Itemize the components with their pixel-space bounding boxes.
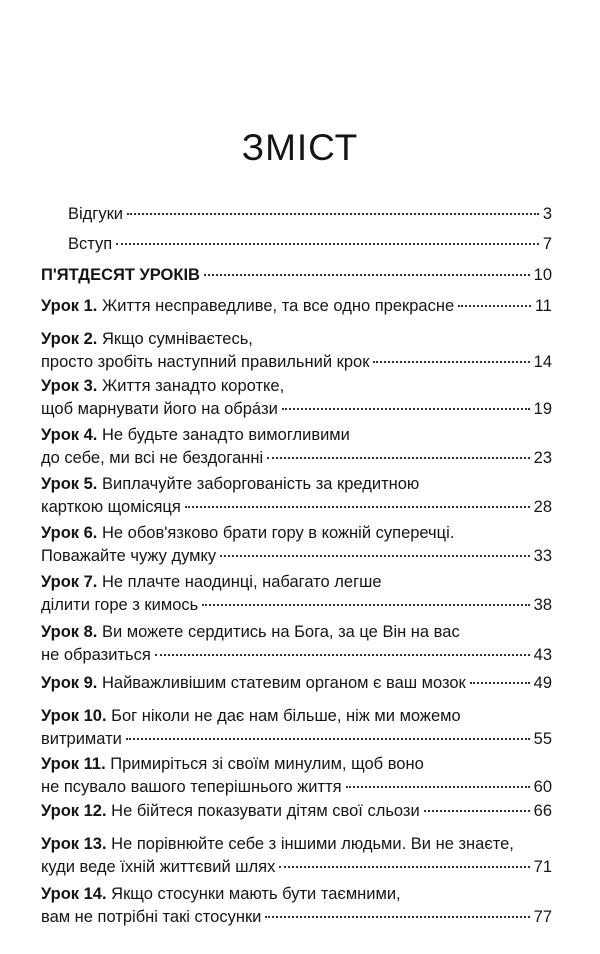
toc-page-number: 23 bbox=[533, 449, 552, 467]
dot-leader bbox=[346, 786, 530, 788]
toc-entry-lesson-7 bbox=[41, 571, 552, 617]
toc-page-number: 11 bbox=[534, 297, 552, 315]
dot-leader bbox=[220, 555, 530, 557]
toc-section-heading bbox=[41, 264, 552, 287]
toc-entry-title: Якщо стосунки мають бути таємними, bbox=[111, 885, 401, 903]
lesson-label: Урок 11. bbox=[41, 755, 106, 773]
lesson-label: Урок 12. bbox=[41, 802, 107, 820]
dot-leader bbox=[373, 361, 529, 363]
toc-entry-title: Життя занадто коротке, bbox=[102, 377, 285, 395]
lesson-label: Урок 7. bbox=[41, 573, 98, 591]
toc-entry-lesson-2 bbox=[41, 328, 552, 374]
lesson-label: Урок 8. bbox=[41, 623, 98, 641]
lesson-label: Урок 5. bbox=[41, 475, 98, 493]
toc-entry-title-cont: куди веде їхній життєвий шлях bbox=[41, 858, 276, 876]
toc-entry-lesson-4 bbox=[41, 424, 552, 470]
toc-entry-lesson-1 bbox=[41, 295, 552, 318]
dot-leader bbox=[116, 243, 539, 245]
toc-page-number: 49 bbox=[533, 674, 552, 692]
toc-entry-title-cont: щоб марнувати його на обрáзи bbox=[41, 400, 278, 418]
toc-entry-lesson-5 bbox=[41, 473, 552, 519]
toc-page-number: 14 bbox=[533, 353, 552, 371]
dot-leader bbox=[185, 506, 530, 508]
toc-page-number: 38 bbox=[533, 596, 552, 614]
toc-entry-title-cont: просто зробіть наступний правильний крок bbox=[41, 353, 370, 371]
toc-entry-intro bbox=[41, 233, 552, 256]
toc-entry-lesson-11 bbox=[41, 753, 552, 799]
toc-entry-title: Відгуки bbox=[68, 205, 124, 223]
toc-page-number: 28 bbox=[533, 498, 552, 516]
lesson-label: Урок 4. bbox=[41, 426, 98, 444]
toc-entry-title: Не будьте занадто вимогливими bbox=[102, 426, 350, 444]
toc-entry-title: Не плачте наодинці, набагато легше bbox=[102, 573, 382, 591]
toc-entry-lesson-13 bbox=[41, 833, 552, 879]
dot-leader bbox=[279, 866, 529, 868]
toc-entry-title: Не порівнюйте себе з іншими людьми. Ви не знаєте, bbox=[111, 835, 514, 853]
toc-entry-title-cont: вам не потрібні такі стосунки bbox=[41, 908, 262, 926]
toc-page-number: 71 bbox=[533, 858, 552, 876]
toc-entry-title: Вступ bbox=[68, 235, 113, 253]
dot-leader bbox=[267, 457, 529, 459]
toc-entry-title: Не бійтеся показувати дітям свої сльози bbox=[111, 802, 420, 820]
toc-entry-title-cont: карткою щомісяця bbox=[41, 498, 181, 516]
toc-page-number: 43 bbox=[533, 646, 552, 664]
toc-entry-title: Примиріться зі своїм минулим, щоб воно bbox=[110, 755, 424, 773]
lesson-label: Урок 3. bbox=[41, 377, 98, 395]
dot-leader bbox=[127, 213, 539, 215]
dot-leader bbox=[470, 682, 530, 684]
dot-leader bbox=[126, 738, 530, 740]
toc-entry-title-cont: не образиться bbox=[41, 646, 151, 664]
lesson-label: Урок 2. bbox=[41, 330, 98, 348]
toc-entry-lesson-8 bbox=[41, 621, 552, 667]
toc-entry-title: Якщо сумніваєтесь, bbox=[102, 330, 253, 348]
toc-entry-title-cont: Поважайте чужу думку bbox=[41, 547, 217, 565]
toc-page-number: 33 bbox=[533, 547, 552, 565]
toc-page-number: 19 bbox=[533, 400, 552, 418]
toc-entry-title: Ви можете сердитись на Бога, за це Він на вас bbox=[102, 623, 460, 641]
toc-entry-title: Бог ніколи не дає нам більше, ніж ми можемо bbox=[111, 707, 461, 725]
dot-leader bbox=[265, 916, 529, 918]
toc-entry-lesson-14 bbox=[41, 883, 552, 929]
toc-entry-title-cont: витримати bbox=[41, 730, 122, 748]
lesson-label: Урок 6. bbox=[41, 524, 98, 542]
toc-page-number: 55 bbox=[533, 730, 552, 748]
toc-entry-title-cont: ділити горе з кимось bbox=[41, 596, 199, 614]
toc-entry-lesson-10 bbox=[41, 705, 552, 751]
dot-leader bbox=[155, 654, 530, 656]
lesson-label: Урок 9. bbox=[41, 674, 98, 692]
toc-section-title: П'ЯТДЕСЯТ УРОКІВ bbox=[41, 266, 200, 284]
lesson-label: Урок 14. bbox=[41, 885, 107, 903]
dot-leader bbox=[204, 274, 530, 276]
toc-entry-title: Найважливішим статевим органом є ваш мозок bbox=[102, 674, 466, 692]
lesson-label: Урок 1. bbox=[41, 297, 98, 315]
toc-page-number: 66 bbox=[533, 802, 552, 820]
toc-entry-title-cont: до себе, ми всі не бездоганні bbox=[41, 449, 264, 467]
toc-page-number: 7 bbox=[542, 235, 552, 253]
toc-entry-lesson-9 bbox=[41, 672, 552, 695]
toc-entry-title: Життя несправедливе, та все одно прекрасне bbox=[102, 297, 455, 315]
lesson-label: Урок 10. bbox=[41, 707, 107, 725]
toc-entry-title: Не обов'язково брати гору в кожній суперечці. bbox=[102, 524, 455, 542]
lesson-label: Урок 13. bbox=[41, 835, 107, 853]
dot-leader bbox=[202, 604, 529, 606]
toc-page-number: 3 bbox=[542, 205, 552, 223]
toc-page-number: 60 bbox=[533, 778, 552, 796]
toc-page-number: 10 bbox=[533, 266, 552, 284]
dot-leader bbox=[458, 305, 531, 307]
toc-entry-lesson-3 bbox=[41, 375, 552, 421]
toc-entry-lesson-6 bbox=[41, 522, 552, 568]
toc-entry-lesson-12 bbox=[41, 800, 552, 823]
toc-page-number: 77 bbox=[533, 908, 552, 926]
toc-entry-title: Виплачуйте заборгованість за кредитною bbox=[102, 475, 420, 493]
toc-entry-title-cont: не псувало вашого теперішнього життя bbox=[41, 778, 342, 796]
toc-entry-reviews bbox=[41, 203, 552, 226]
dot-leader bbox=[282, 408, 530, 410]
page-title: ЗМІСТ bbox=[241, 127, 359, 168]
dot-leader bbox=[424, 810, 530, 812]
